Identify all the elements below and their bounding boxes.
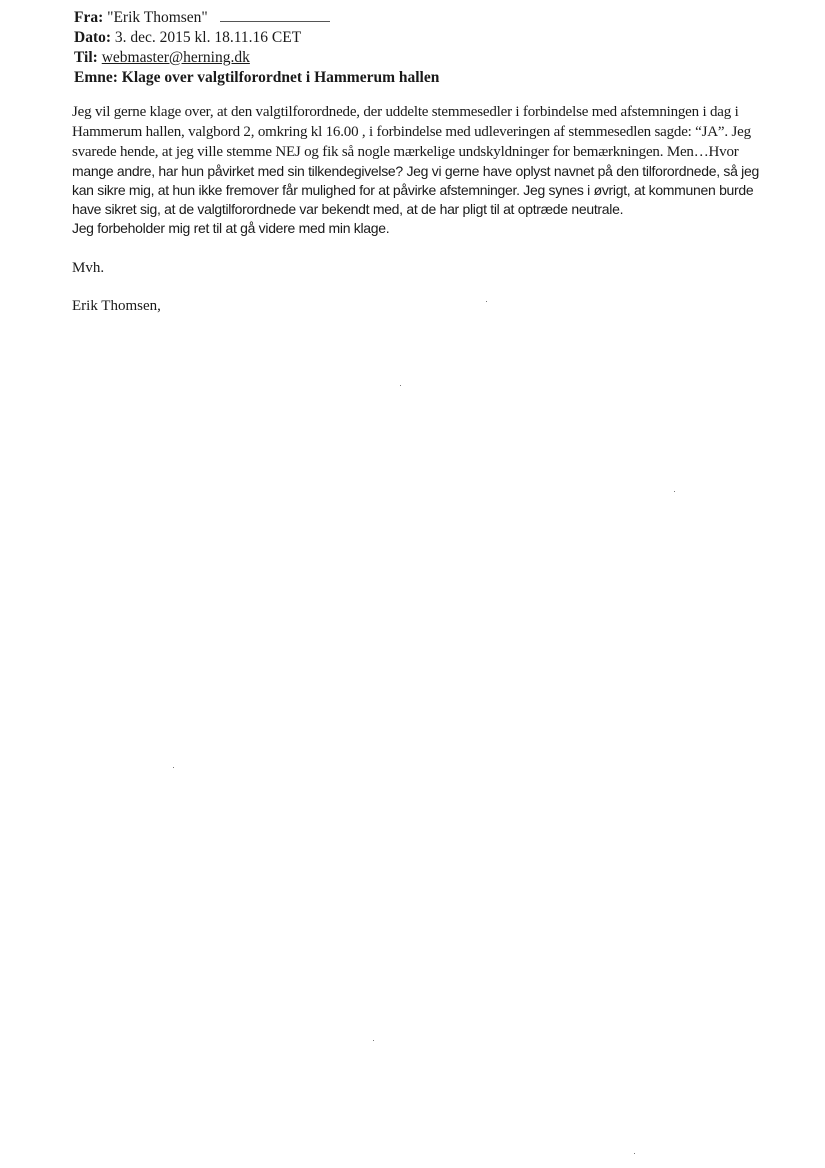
from-line xyxy=(74,8,774,28)
paragraph-1 xyxy=(72,102,762,162)
paragraph-2-line: mange andre, har hun påvirket med sin tilkendegivelse? Jeg vi gerne have oplyst navnet på den tilforordnede, så jeg xyxy=(72,163,759,179)
email-header xyxy=(74,8,774,88)
paragraph-1-line: Hammerum hallen, valgbord 2, omkring kl 16.00 , i forbindelse med udleveringen af stemmesedlen sagde: “JA”. Jeg xyxy=(72,124,751,140)
to-label: Til: xyxy=(74,49,98,66)
closing-greeting: Mvh. xyxy=(72,260,105,276)
scan-speck xyxy=(173,767,174,768)
paragraph-1-line: svarede hende, at jeg ville stemme NEJ og fik så nogle mærkelige undskyldninger for bemærkningen. Men…Hvor xyxy=(72,144,739,160)
date-value: 3. dec. 2015 kl. 18.11.16 CET xyxy=(114,29,302,46)
paragraph-2-line: have sikret sig, at de valgtilforordnede var bekendt med, at de har pligt til at optræde neutrale. xyxy=(72,201,624,217)
from-label: Fra: xyxy=(74,9,104,26)
paragraph-2 xyxy=(72,162,762,238)
from-value: "Erik Thomsen" xyxy=(107,9,208,26)
paragraph-2-line: Jeg forbeholder mig ret til at gå videre med min klage. xyxy=(72,220,390,236)
scan-speck xyxy=(486,301,487,302)
scan-speck xyxy=(634,1153,635,1154)
subject-value: Klage over valgtilforordnet i Hammerum hallen xyxy=(121,69,440,86)
signature: Erik Thomsen, xyxy=(72,298,161,314)
redacted-email-line xyxy=(220,11,330,22)
to-line xyxy=(74,48,774,68)
subject-label: Emne: xyxy=(74,69,118,86)
date-line xyxy=(74,28,774,48)
scan-speck xyxy=(373,1040,374,1041)
paragraph-1-line: Jeg vil gerne klage over, at den valgtilforordnede, der uddelte stemmesedler i forbindelse med afstemningen i dag i xyxy=(72,104,739,120)
subject-line xyxy=(74,68,774,88)
to-email-link[interactable]: webmaster@herning.dk xyxy=(101,49,250,66)
date-label: Dato: xyxy=(74,29,112,46)
paragraph-2-line: kan sikre mig, at hun ikke fremover får mulighed for at påvirke afstemninger. Jeg synes i øvrigt, at kommunen burde xyxy=(72,182,754,198)
scan-speck xyxy=(400,385,401,386)
scan-speck xyxy=(674,491,675,492)
